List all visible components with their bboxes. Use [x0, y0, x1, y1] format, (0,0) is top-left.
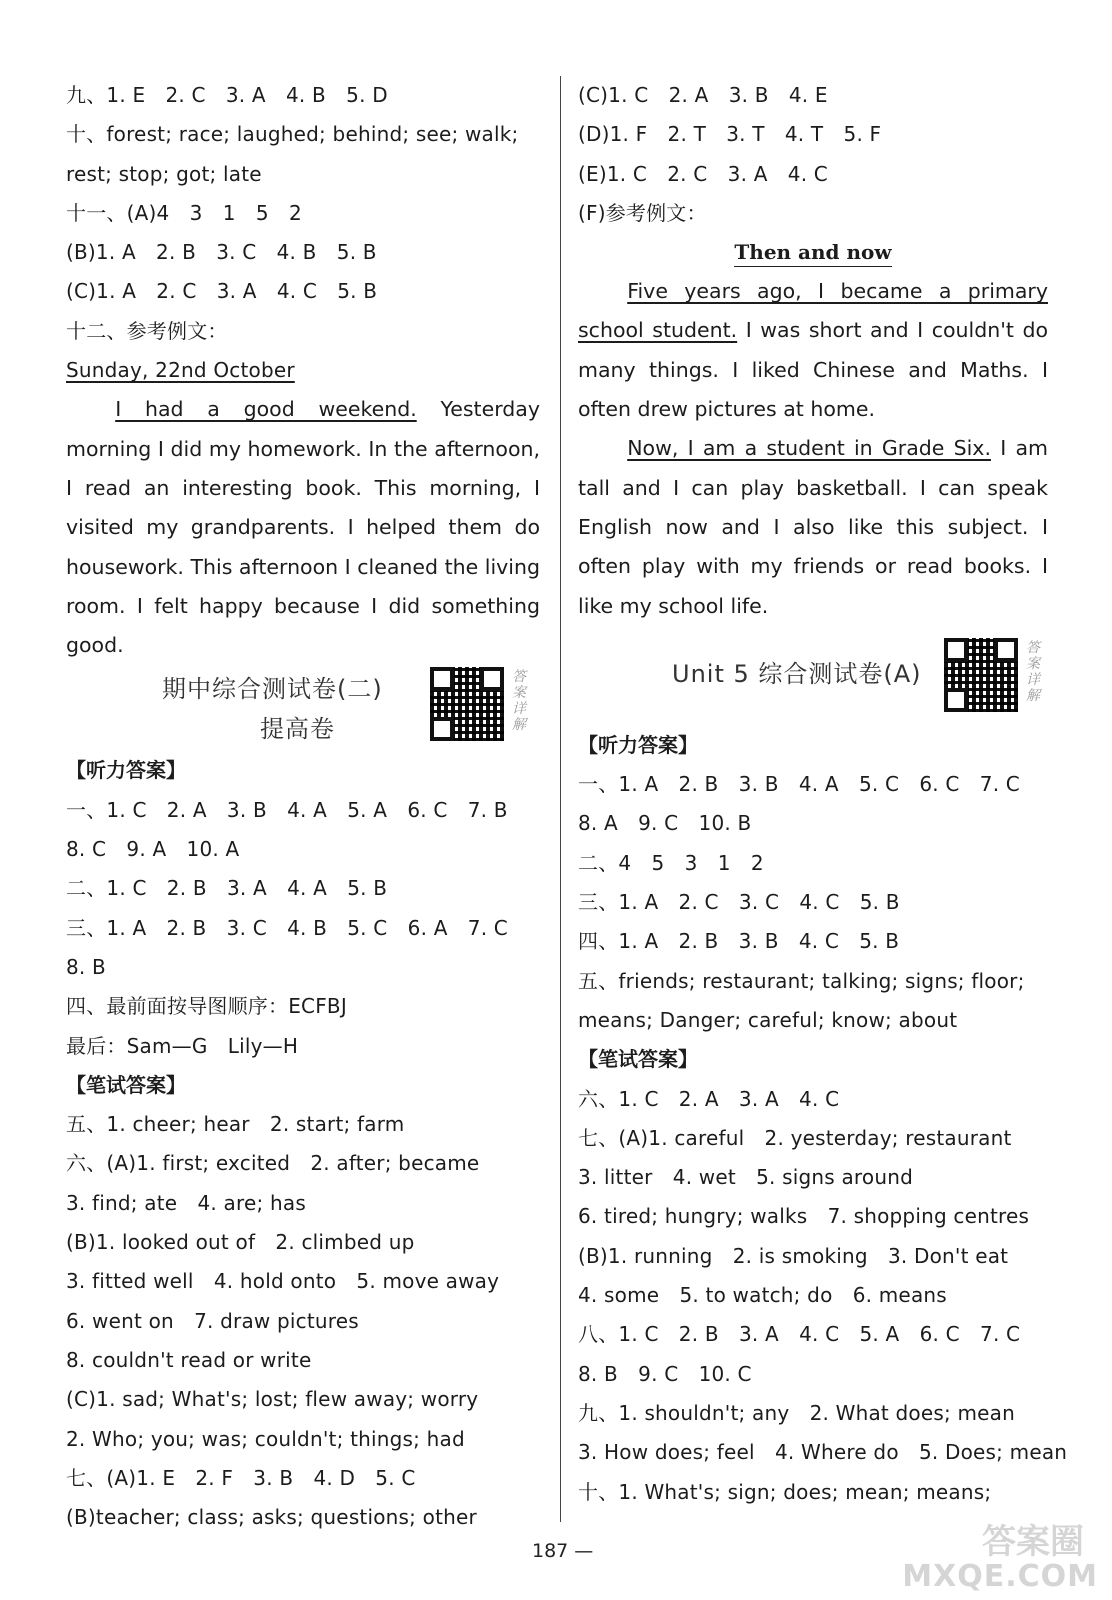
essay-topic-sentence: Now, I am a student in Grade Six. [627, 436, 991, 461]
answer-line: 2. Who; you; was; couldn't; things; had [66, 1426, 465, 1451]
answer-block-top [66, 76, 540, 351]
watermark-logo [902, 1514, 1102, 1594]
answer-line: 六、(A)1. first; excited 2. after; became [66, 1151, 480, 1176]
answer-line: rest; stop; got; late [66, 161, 262, 186]
answer-line: 三、1. A 2. C 3. C 4. C 5. B [578, 890, 900, 915]
answer-line: 九、1. shouldn't; any 2. What does; mean [578, 1400, 1015, 1425]
answer-line: 五、1. cheer; hear 2. start; farm [66, 1112, 405, 1137]
essay-topic-sentence: I had a good weekend. [115, 397, 417, 422]
answer-line: 6. tired; hungry; walks 7. shopping centres [578, 1204, 1030, 1229]
answer-line: 3. find; ate 4. are; has [66, 1190, 306, 1215]
answer-line: 二、4 5 3 1 2 [578, 850, 764, 875]
answer-line: 8. couldn't read or write [66, 1347, 312, 1372]
answer-line: (F)参考例文： [578, 200, 707, 225]
answer-line: 6. went on 7. draw pictures [66, 1308, 359, 1333]
written-heading: 【笔试答案】 [578, 1047, 698, 1072]
watermark-url: MXQE.COM [902, 1559, 1098, 1594]
answer-line: 四、1. A 2. B 3. B 4. C 5. B [578, 929, 900, 954]
qr-code-icon[interactable] [430, 667, 504, 741]
essay-body: Yesterday morning I did my homework. In the afternoon, I read an interesting book. This morning, I visited my grandparents. I helped them do housework. This afternoon I cleaned the living room. I felt happy because I did something good. [66, 397, 540, 658]
answer-line: (B)teacher; class; asks; questions; other [66, 1505, 477, 1530]
answer-line: 八、1. C 2. B 3. A 4. C 5. A 6. C 7. C [578, 1322, 1021, 1347]
answer-line: 8. C 9. A 10. A [66, 837, 240, 862]
section-header-midterm [66, 665, 540, 751]
essay-body: I am tall and I can play basketball. I can speak English now and I also like this subject. I often play with my friends or read books. I like my school life. [578, 436, 1048, 618]
answer-line: 六、1. C 2. A 3. A 4. C [578, 1086, 840, 1111]
answer-line: 最后：Sam—G Lily—H [66, 1033, 299, 1058]
written-heading: 【笔试答案】 [66, 1072, 186, 1097]
listening-answers [578, 765, 1048, 1040]
answer-line: 五、friends; restaurant; talking; signs; floor; [578, 968, 1025, 993]
watermark-text: 答案圈 [982, 1522, 1084, 1562]
answer-line: (B)1. looked out of 2. climbed up [66, 1230, 415, 1255]
listening-heading: 【听力答案】 [578, 732, 698, 757]
answer-line: (B)1. A 2. B 3. C 4. B 5. B [66, 240, 377, 265]
answer-line: 九、1. E 2. C 3. A 4. B 5. D [66, 83, 388, 107]
page-number: 187 — [532, 1540, 594, 1562]
qr-code-icon[interactable] [944, 638, 1018, 712]
left-column [66, 76, 540, 1537]
qr-caption: 答案详解 [1026, 639, 1040, 704]
qr-caption: 答案详解 [512, 669, 526, 734]
answer-line: 一、1. C 2. A 3. B 4. A 5. A 6. C 7. B [66, 797, 508, 822]
answer-line: 三、1. A 2. B 3. C 4. B 5. C 6. A 7. C [66, 915, 508, 940]
answer-line: means; Danger; careful; know; about [578, 1007, 958, 1032]
answer-line: 七、(A)1. careful 2. yesterday; restaurant [578, 1125, 1012, 1150]
section-subtitle: 提高卷 [260, 715, 335, 744]
answer-line: 十、1. What's; sign; does; mean; means; [578, 1479, 992, 1504]
answer-line: 十一、(A)4 3 1 5 2 [66, 200, 302, 225]
column-divider [560, 76, 561, 1522]
answer-line: 8. A 9. C 10. B [578, 811, 752, 836]
answer-block-top [578, 76, 1048, 233]
answer-line: 3. litter 4. wet 5. signs around [578, 1165, 913, 1190]
answer-line: (C)1. A 2. C 3. A 4. C 5. B [66, 279, 378, 304]
written-answers [578, 1080, 1068, 1512]
answer-line: 十、forest; race; laughed; behind; see; walk; [66, 122, 519, 147]
section-title: 期中综合测试卷(二) [162, 675, 383, 704]
answer-line: 一、1. A 2. B 3. B 4. A 5. C 6. C 7. C [578, 772, 1020, 797]
listening-heading: 【听力答案】 [66, 758, 186, 783]
essay-body: I was short and I couldn't do many things. I liked Chinese and Maths. I often drew pictures at home. [578, 318, 1049, 422]
essay-title-text: Then and now [734, 240, 891, 267]
essay-paragraph-2 [578, 429, 1048, 625]
answer-line: (E)1. C 2. C 3. A 4. C [578, 161, 828, 186]
answer-line: 四、最前面按导图顺序：ECFBJ [66, 994, 347, 1019]
written-answers [66, 1105, 540, 1537]
answer-line: 3. fitted well 4. hold onto 5. move away [66, 1269, 500, 1294]
answer-line: 8. B 9. C 10. C [578, 1361, 752, 1386]
answer-line: 3. How does; feel 4. Where do 5. Does; mean [578, 1440, 1068, 1465]
answer-line: 十二、参考例文： [66, 318, 228, 343]
answer-line: (B)1. running 2. is smoking 3. Don't eat [578, 1243, 1009, 1268]
essay-title [578, 233, 1048, 272]
section-header-unit5 [578, 626, 1048, 726]
sample-essay [66, 390, 540, 665]
listening-answers [66, 791, 540, 1066]
essay-date [66, 351, 540, 390]
answer-line: (C)1. sad; What's; lost; flew away; worry [66, 1387, 479, 1412]
answer-line: (C)1. C 2. A 3. B 4. E [578, 83, 828, 107]
answer-line: (D)1. F 2. T 3. T 4. T 5. F [578, 122, 882, 147]
answer-line: 4. some 5. to watch; do 6. means [578, 1283, 947, 1308]
answer-line: 二、1. C 2. B 3. A 4. A 5. B [66, 876, 388, 901]
right-column [578, 76, 1068, 1512]
answer-line: 8. B [66, 954, 106, 979]
essay-paragraph-1 [578, 272, 1048, 429]
section-title: Unit 5 综合测试卷(A) [672, 659, 922, 688]
essay-date-text: Sunday, 22nd October [66, 358, 295, 383]
answer-line: 七、(A)1. E 2. F 3. B 4. D 5. C [66, 1465, 416, 1490]
essay-topic-sentence: Five years ago, I became a primary school student. [578, 279, 1048, 343]
